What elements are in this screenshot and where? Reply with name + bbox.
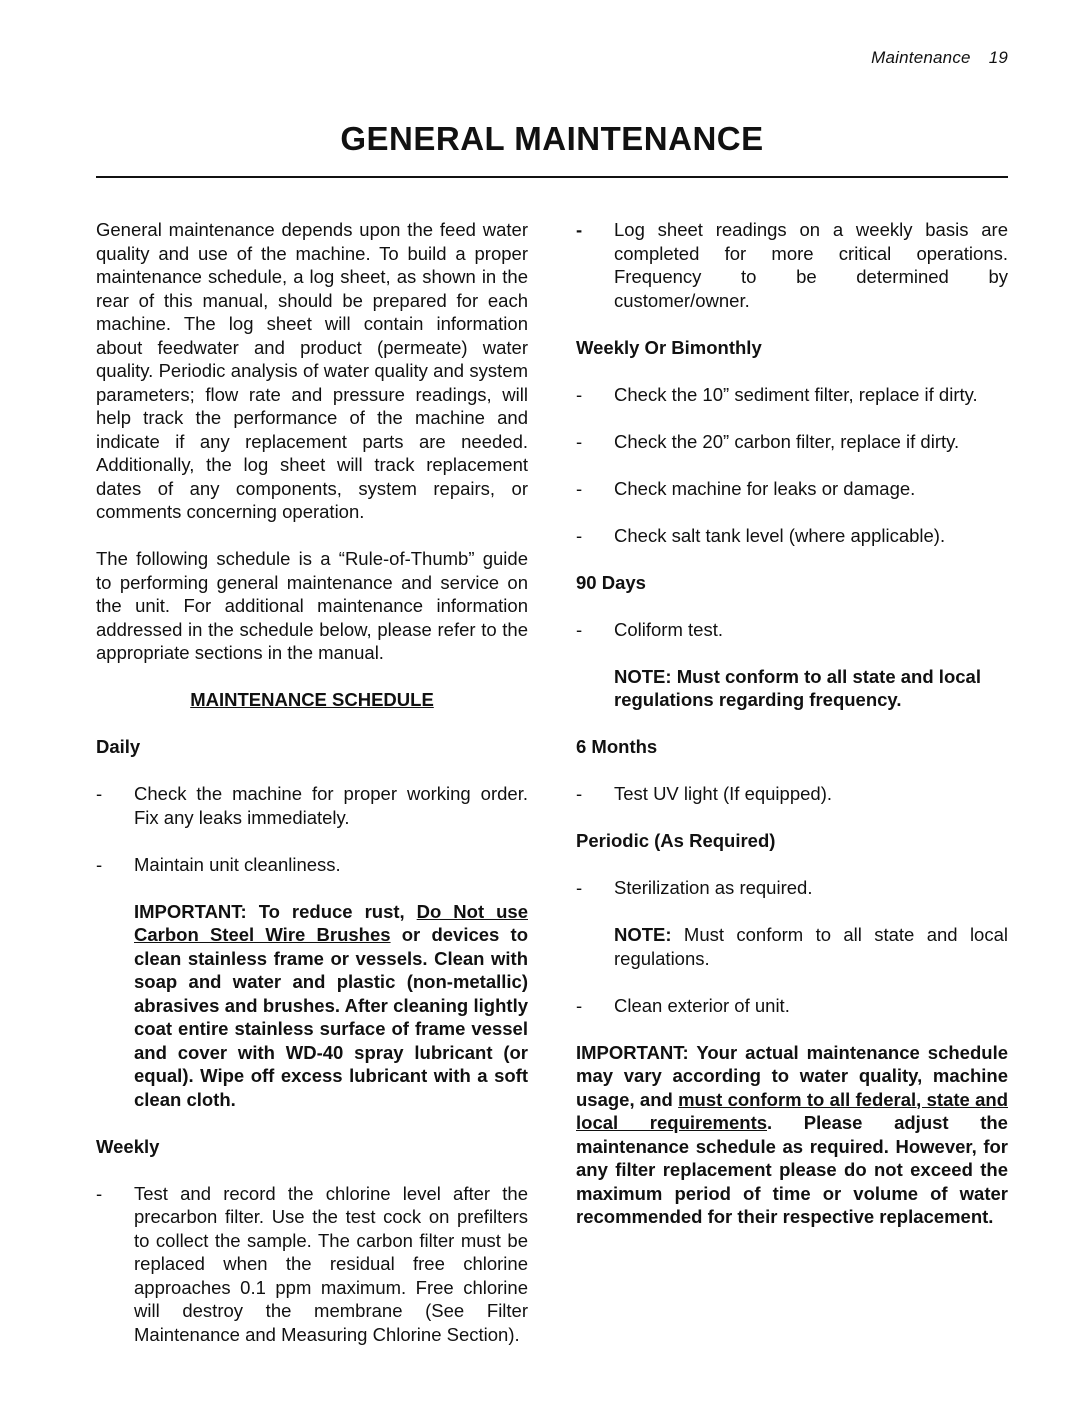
periodic-item-1: Sterilization as required. [614,877,813,898]
list-item [576,994,1008,1018]
dash-bullet: - [576,430,583,452]
list-item [96,1182,528,1347]
days90-note: NOTE: Must conform to all state and local regulations regarding frequency. [614,665,981,710]
schedule-heading: MAINTENANCE SCHEDULE [190,689,434,710]
title-rule [96,176,1008,178]
list-item [96,853,528,877]
important-rust-underlined: Do Not use Carbon Steel Wire Brushes [134,900,528,945]
dash-bullet: - [96,853,103,875]
important-rust-pre: IMPORTANT: To reduce rust, [134,900,417,922]
bimonthly-item: Check the 10” sediment filter, replace if dirty. [614,383,978,405]
list-item [576,876,1008,900]
bimonthly-item: Check machine for leaks or damage. [614,477,916,499]
periodic-note [614,923,1008,970]
list-item [576,430,1008,454]
weekly-item-2: Log sheet readings on a weekly basis are completed for more critical operations. Frequency to be determined by customer/owner. [614,219,1008,311]
dash-bullet: - [576,618,583,640]
list-item [576,383,1008,407]
dash-bullet: - [96,783,103,804]
days90-heading: 90 Days [576,571,646,593]
months6-item: Test UV light (If equipped). [614,783,832,804]
bimonthly-item: Check the 20” carbon filter, replace if dirty. [614,430,960,452]
page-number: 19 [988,48,1008,67]
weekly-item-1: Test and record the chlorine level after the precarbon filter. Use the test cock on prefilters to collect the sample. The carbon filter must be replaced when the residual free chlorine approaches 0.1 ppm maximum. Free chlorine will destroy the membrane (See Filter Maintenance and Measuring Chlorine Section). [134,1182,528,1345]
weekly-heading: Weekly [96,1135,160,1157]
right-column [576,218,1008,1252]
intro-paragraph-2: The following schedule is a “Rule-of-Thumb” guide to performing general maintenance and service on the unit. For additional maintenance information addressed in the schedule below, please refer to the appropriate sections in the manual. [96,548,528,663]
important-schedule-note [576,1041,1008,1229]
list-item [576,218,1008,312]
periodic-note-label: NOTE: [614,924,672,945]
days90-item: Coliform test. [614,618,723,640]
important-schedule-underlined: must conform to all federal, state and local requirements [576,1088,1008,1133]
important-schedule-post: . Please adjust the maintenance schedule as required. However, for any filter replacement please do not exceed the maximum period of time or volume of water recommended for their respective replacement. [576,1112,1008,1227]
dash-bullet: - [576,219,583,240]
important-schedule-pre: IMPORTANT: Your actual maintenance schedule may vary according to water quality, machine usage, and [576,1041,1008,1110]
periodic-item-2: Clean exterior of unit. [614,994,790,1016]
daily-item-1: Check the machine for proper working order. Fix any leaks immediately. [134,783,528,828]
dash-bullet: - [576,524,583,546]
intro-paragraph-1: General maintenance depends upon the feed water quality and use of the machine. To build a proper maintenance schedule, a log sheet, as shown in the rear of this manual, should be prepared for each machine. The log sheet will contain information about feedwater and product (permeate) water quality. Periodic analysis of water quality and system parameters; flow rate and pressure readings, will help track the performance of the machine and indicate if any replacement parts are needed. Additionally, the log sheet will track replacement dates of any components, system repairs, or comments concerning operation. [96,219,528,522]
list-item [96,782,528,829]
important-rust-post: or devices to clean stainless frame or vessels. Clean with soap and water and plastic (non-metallic) abrasives and brushes. After cleaning lightly coat entire stainless surface of frame vessel and cover with WD-40 spray lubricant (or equal). Wipe off excess lubricant with a soft clean cloth. [134,924,529,1110]
dash-bullet: - [576,383,583,405]
periodic-note-text: Must conform to all state and local regulations. [614,924,1008,969]
list-item [576,477,1008,501]
list-item [576,524,1008,548]
dash-bullet: - [576,877,583,898]
dash-bullet: - [576,477,583,499]
dash-bullet: - [576,994,583,1016]
daily-item-2: Maintain unit cleanliness. [134,853,341,875]
list-item [576,618,1008,642]
bimonthly-heading: Weekly Or Bimonthly [576,336,762,358]
important-rust-note [134,900,528,1112]
running-header [871,48,1008,68]
periodic-heading: Periodic (As Required) [576,830,776,851]
left-column [96,218,528,1370]
bimonthly-item: Check salt tank level (where applicable). [614,524,946,546]
months6-heading: 6 Months [576,736,658,757]
daily-heading: Daily [96,736,141,757]
header-section: Maintenance [871,48,971,67]
dash-bullet: - [96,1182,103,1204]
page-title: GENERAL MAINTENANCE [340,120,764,157]
dash-bullet: - [576,783,583,804]
list-item [576,782,1008,806]
